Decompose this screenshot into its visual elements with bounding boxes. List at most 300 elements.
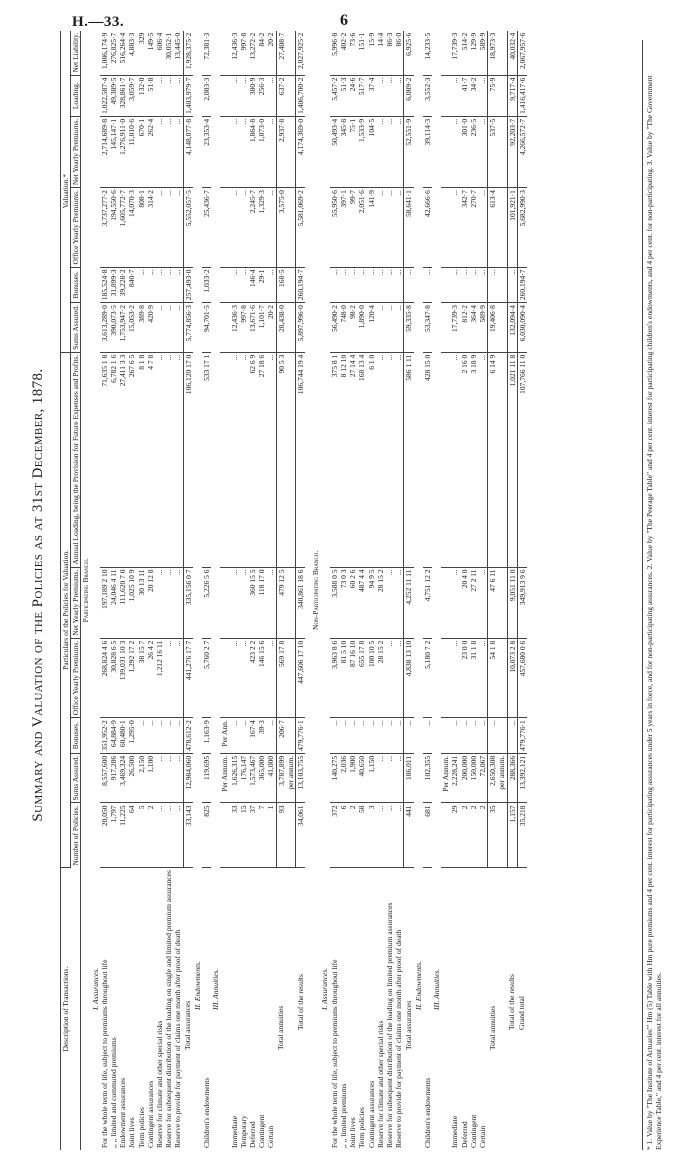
row-cell: 1,626,315 bbox=[230, 753, 239, 803]
row-cell: 168 13 4 bbox=[357, 352, 366, 567]
row-cell: 380·9 bbox=[248, 75, 257, 116]
row-cell: 1,406,700·2 bbox=[296, 75, 306, 116]
row-description bbox=[497, 868, 507, 1150]
row-cell: 104·5 bbox=[367, 116, 376, 187]
row-cell: Per Annum. bbox=[220, 753, 229, 803]
row-cell: 1,573,467 bbox=[248, 753, 257, 803]
table-row bbox=[339, 31, 348, 1150]
row-description: Non-Participating Branch. bbox=[311, 550, 321, 630]
row-cell: ... bbox=[164, 267, 173, 303]
row-cell: 589·9 bbox=[478, 31, 488, 75]
row-description bbox=[286, 868, 296, 1150]
row-description: Children's endowments bbox=[422, 1077, 432, 1148]
row-cell: 1,605,772·7 bbox=[118, 188, 127, 267]
row-cell: ... bbox=[155, 753, 164, 803]
row-cell bbox=[220, 352, 229, 567]
row-cell: ... bbox=[357, 267, 366, 303]
row-cell: 917,286 bbox=[109, 753, 118, 803]
col-bonuses: Bonuses. bbox=[71, 718, 81, 754]
row-cell: 106,744 19 4 bbox=[296, 352, 306, 567]
table-row bbox=[146, 31, 155, 1150]
row-cell: 1,276,911·0 bbox=[118, 116, 127, 187]
row-cell: 537·5 bbox=[488, 116, 498, 187]
row-cell: 39,114·3 bbox=[423, 116, 432, 187]
row-cell: ... bbox=[450, 116, 459, 187]
row-cell: ... bbox=[394, 718, 404, 754]
row-cell: 3,613,289·0 bbox=[100, 303, 109, 353]
row-cell: 29·1 bbox=[257, 267, 266, 303]
row-cell: 73·6 bbox=[348, 31, 357, 75]
row-cell: 1,073·0 bbox=[257, 116, 266, 187]
col-loading: Loading. bbox=[71, 75, 81, 116]
row-cell: 120·4 bbox=[367, 303, 376, 353]
row-cell: ... bbox=[266, 116, 276, 187]
table-title: Summary and Valuation of the Policies as at 31st December, 1878. bbox=[30, 368, 46, 822]
row-cell: ... bbox=[239, 75, 248, 116]
row-cell: 26,500 bbox=[127, 753, 136, 803]
row-cell: ... bbox=[164, 567, 173, 638]
row-cell: ... bbox=[155, 116, 164, 187]
row-cell: 389·8 bbox=[137, 303, 146, 353]
row-cell: 3,552·3 bbox=[423, 75, 432, 116]
row-cell: ... bbox=[173, 75, 183, 116]
row-cell: 41·7 bbox=[460, 75, 469, 116]
table-row bbox=[441, 31, 450, 1150]
row-cell: ... bbox=[164, 352, 173, 567]
table-row bbox=[311, 31, 320, 1150]
row-cell: 812·2 bbox=[460, 303, 469, 353]
row-cell: 38 15 7 bbox=[137, 638, 146, 717]
row-cell: ... bbox=[460, 267, 469, 303]
row-cell: ... bbox=[376, 352, 385, 567]
row-description: Reserve to provide for payment of claims one month after proof of death bbox=[394, 929, 404, 1148]
row-cell: 260,194·7 bbox=[517, 267, 527, 303]
row-description: Joint lives bbox=[127, 1117, 137, 1148]
row-cell: ... bbox=[423, 267, 432, 303]
table-row bbox=[432, 31, 441, 1150]
row-cell: ... bbox=[266, 567, 276, 638]
row-cell: 39·3 bbox=[257, 718, 266, 754]
row-cell bbox=[441, 116, 450, 187]
row-cell: ... bbox=[239, 267, 248, 303]
row-cell: 5,996·8 bbox=[330, 31, 339, 75]
row-cell: ... bbox=[450, 638, 459, 717]
row-cell bbox=[286, 718, 296, 754]
row-cell: 13,445·0 bbox=[173, 31, 183, 75]
row-cell: ... bbox=[385, 352, 394, 567]
row-cell: 840·7 bbox=[127, 267, 136, 303]
row-description: Total annuities bbox=[276, 1005, 286, 1050]
table-row bbox=[286, 31, 296, 1150]
row-cell: 99·7 bbox=[348, 188, 357, 267]
row-cell: 1,212 16 11 bbox=[155, 638, 164, 717]
table-row bbox=[330, 31, 339, 1150]
row-cell: 206·7 bbox=[276, 718, 286, 754]
row-description: Contingent bbox=[468, 1114, 478, 1148]
row-cell: 25,436·7 bbox=[202, 188, 211, 267]
row-cell: 516,264·4 bbox=[118, 31, 127, 75]
row-description: Reserve for subsequent distribution of the loading on limited premium assurances bbox=[384, 902, 394, 1148]
table-row bbox=[414, 31, 423, 1150]
row-cell: ... bbox=[376, 753, 385, 803]
row-cell: 87 16 10 bbox=[348, 638, 357, 717]
row-cell: 27 2 11 bbox=[469, 567, 478, 638]
row-cell: ... bbox=[230, 267, 239, 303]
row-description: Reserve for subsequent distribution of the loading on single and limited premium assurances bbox=[164, 870, 174, 1148]
table-row bbox=[155, 31, 164, 1150]
row-cell: ... bbox=[376, 75, 385, 116]
row-cell: 102,355 bbox=[423, 753, 432, 803]
row-cell: ... bbox=[385, 803, 394, 868]
row-cell: 364·4 bbox=[469, 303, 478, 353]
col-v-office: Office Yearly Premiums. bbox=[71, 188, 81, 267]
row-cell: ... bbox=[348, 267, 357, 303]
row-cell: 3,963 8 6 bbox=[330, 638, 339, 717]
row-cell: ... bbox=[376, 718, 385, 754]
row-cell: ... bbox=[230, 116, 239, 187]
row-cell: 200,000 bbox=[460, 753, 469, 803]
row-cell bbox=[441, 638, 450, 717]
row-cell: 51·8 bbox=[146, 75, 155, 116]
table-row bbox=[211, 31, 220, 1150]
row-cell: 613·4 bbox=[488, 188, 498, 267]
row-cell: 59,335·8 bbox=[404, 303, 414, 353]
row-cell: 314·2 bbox=[146, 188, 155, 267]
row-cell: 30,052·1 bbox=[164, 31, 173, 75]
row-cell bbox=[441, 188, 450, 267]
row-cell: 37·4 bbox=[367, 75, 376, 116]
row-cell: 6,782 1 6 bbox=[109, 352, 118, 567]
row-cell: ... bbox=[404, 267, 414, 303]
row-cell bbox=[497, 303, 507, 353]
table-row bbox=[385, 31, 394, 1150]
row-cell: 637·2 bbox=[276, 75, 286, 116]
row-cell: ... bbox=[230, 638, 239, 717]
row-cell: 37 bbox=[248, 803, 257, 868]
row-cell: 75·9 bbox=[488, 75, 498, 116]
row-cell: 267 6 5 bbox=[127, 352, 136, 567]
row-cell: 27 14 4 bbox=[348, 352, 357, 567]
row-cell: 5,457·2 bbox=[330, 75, 339, 116]
row-cell bbox=[286, 567, 296, 638]
row-cell: 517·7 bbox=[357, 75, 366, 116]
row-description: Total of the results bbox=[507, 974, 517, 1030]
table-body bbox=[81, 31, 527, 1150]
row-cell: ... bbox=[507, 267, 517, 303]
row-cell: 2,228,241 bbox=[450, 753, 459, 803]
table-row bbox=[220, 31, 229, 1150]
row-cell: ... bbox=[478, 75, 488, 116]
table-row bbox=[367, 31, 376, 1150]
row-cell: ... bbox=[173, 267, 183, 303]
row-cell: 72,381·3 bbox=[202, 31, 211, 75]
row-cell: 397·1 bbox=[339, 188, 348, 267]
row-cell: ... bbox=[469, 718, 478, 754]
row-cell: 30,828 6 5 bbox=[109, 638, 118, 717]
row-cell: 167·4 bbox=[248, 718, 257, 754]
row-cell: 9,051 11 0 bbox=[507, 567, 517, 638]
row-cell: ... bbox=[164, 116, 173, 187]
row-cell: ... bbox=[394, 567, 404, 638]
row-cell: 288,366 bbox=[507, 753, 517, 803]
row-cell: 71,635 1 8 bbox=[100, 352, 109, 567]
row-cell: ... bbox=[155, 803, 164, 868]
table-row bbox=[239, 31, 248, 1150]
row-cell: ... bbox=[385, 116, 394, 187]
row-cell: 6,030,090·4 bbox=[517, 303, 527, 353]
row-cell: ... bbox=[266, 188, 276, 267]
row-cell: 34·2 bbox=[469, 75, 478, 116]
row-cell: ... bbox=[394, 352, 404, 567]
row-cell: 4 7 8 bbox=[146, 352, 155, 567]
row-cell bbox=[497, 352, 507, 567]
row-cell: 5,581,069·2 bbox=[296, 188, 306, 267]
row-description: III. Annuities. bbox=[211, 968, 221, 1010]
row-cell: ... bbox=[330, 267, 339, 303]
row-cell: ... bbox=[394, 753, 404, 803]
row-cell: 2,714,689·8 bbox=[100, 116, 109, 187]
table-row bbox=[357, 31, 366, 1150]
row-cell: 27,411 3 3 bbox=[118, 352, 127, 567]
row-cell: 81 5 10 bbox=[339, 638, 348, 717]
row-cell: 402·2 bbox=[339, 31, 348, 75]
rotated-page bbox=[30, 32, 680, 1150]
row-cell: 420·9 bbox=[146, 303, 155, 353]
row-cell: 51·3 bbox=[339, 75, 348, 116]
row-cell bbox=[497, 638, 507, 717]
row-cell: 1,021 11 8 bbox=[507, 352, 517, 567]
row-cell: 185,524·8 bbox=[100, 267, 109, 303]
row-cell: 11,225 bbox=[118, 803, 127, 868]
row-cell: 423 2 2 bbox=[248, 638, 257, 717]
row-cell: ... bbox=[146, 718, 155, 754]
row-description: III. Annuities. bbox=[431, 968, 441, 1010]
row-cell: ... bbox=[230, 567, 239, 638]
row-cell: ... bbox=[460, 718, 469, 754]
row-cell: 86·0 bbox=[394, 31, 404, 75]
row-cell: 342·7 bbox=[460, 188, 469, 267]
row-cell: 606·4 bbox=[155, 31, 164, 75]
table-row bbox=[137, 31, 146, 1150]
row-cell: 328,861·7 bbox=[118, 75, 127, 116]
row-cell: 569 17 8 bbox=[276, 638, 286, 717]
row-cell bbox=[441, 567, 450, 638]
row-cell: 6,089·2 bbox=[404, 75, 414, 116]
row-cell: ... bbox=[385, 567, 394, 638]
col-office: Office Yearly Premiums. bbox=[71, 638, 81, 717]
table-row bbox=[118, 31, 127, 1150]
row-cell: ... bbox=[266, 352, 276, 567]
row-cell: ... bbox=[376, 116, 385, 187]
row-description: Endowment assurances bbox=[118, 1077, 128, 1148]
row-cell: 33,143 bbox=[183, 803, 193, 868]
row-cell: 2,937·8 bbox=[276, 116, 286, 187]
row-cell bbox=[286, 303, 296, 353]
row-cell: ... bbox=[450, 188, 459, 267]
row-cell: ... bbox=[266, 75, 276, 116]
row-cell: 20·2 bbox=[266, 303, 276, 353]
row-cell: 2,650,308 bbox=[488, 753, 498, 803]
row-cell: 3,737,277·2 bbox=[100, 188, 109, 267]
row-cell: ... bbox=[173, 803, 183, 868]
row-cell: 94 9 5 bbox=[367, 567, 376, 638]
row-cell: 1,329·3 bbox=[257, 188, 266, 267]
row-description: Contingent assurances bbox=[366, 1080, 376, 1148]
row-cell: ... bbox=[478, 638, 488, 717]
row-cell: ... bbox=[173, 188, 183, 267]
row-description: Contingent bbox=[257, 1114, 267, 1148]
row-cell: 34,061 bbox=[296, 803, 306, 868]
row-cell: ... bbox=[469, 267, 478, 303]
row-cell: ... bbox=[385, 75, 394, 116]
row-cell: 33 bbox=[230, 803, 239, 868]
row-cell: 335,156 0 7 bbox=[183, 567, 193, 638]
row-cell: per annum. bbox=[497, 753, 507, 803]
row-description: I. Assurances. bbox=[90, 967, 100, 1010]
row-cell: 20 4 0 bbox=[460, 567, 469, 638]
row-cell: ... bbox=[239, 116, 248, 187]
row-cell: 145,147·1 bbox=[109, 116, 118, 187]
row-cell: 15 bbox=[239, 803, 248, 868]
table-row bbox=[173, 31, 183, 1150]
row-description: Grand total bbox=[517, 996, 527, 1030]
row-cell: 2 16 0 bbox=[460, 352, 469, 567]
row-cell: 132,094·4 bbox=[507, 303, 517, 353]
row-cell: Per Annum. bbox=[441, 753, 450, 803]
row-cell: 168·5 bbox=[276, 267, 286, 303]
row-cell: 8 1 8 bbox=[137, 352, 146, 567]
table-row bbox=[348, 31, 357, 1150]
row-cell: 2 bbox=[146, 803, 155, 868]
row-cell bbox=[497, 31, 507, 75]
row-cell: 20 12 8 bbox=[146, 567, 155, 638]
row-cell bbox=[497, 267, 507, 303]
table-row bbox=[376, 31, 385, 1150]
col-description: Description of Transactions. bbox=[61, 868, 81, 1150]
row-cell: 5,897,996·0 bbox=[296, 303, 306, 353]
row-cell: ... bbox=[376, 267, 385, 303]
row-description: Term policies bbox=[136, 1107, 146, 1148]
row-cell: 31,899·3 bbox=[109, 267, 118, 303]
row-cell: 40,032·4 bbox=[507, 31, 517, 75]
row-cell: 589·9 bbox=[478, 303, 488, 353]
row-cell bbox=[286, 31, 296, 75]
row-cell: 86·3 bbox=[385, 31, 394, 75]
row-cell: 1,533·9 bbox=[357, 116, 366, 187]
row-cell: 268,824 4 6 bbox=[100, 638, 109, 717]
row-cell: 2,036 bbox=[339, 753, 348, 803]
row-cell: 98·2 bbox=[348, 303, 357, 353]
row-cell: 93 bbox=[276, 803, 286, 868]
row-cell: ... bbox=[450, 718, 459, 754]
row-cell: ... bbox=[155, 352, 164, 567]
row-cell: 27 18 6 bbox=[257, 352, 266, 567]
row-cell bbox=[286, 638, 296, 717]
row-cell: ... bbox=[376, 188, 385, 267]
row-cell: 129·9 bbox=[469, 31, 478, 75]
row-cell: 441 bbox=[404, 803, 414, 868]
row-cell: ... bbox=[239, 567, 248, 638]
row-cell: 479,776·1 bbox=[517, 718, 527, 754]
row-cell: 997·8 bbox=[239, 31, 248, 75]
row-cell: 52,551·9 bbox=[404, 116, 414, 187]
row-cell: 186,011 bbox=[404, 753, 414, 803]
row-cell: 3,588 0 5 bbox=[330, 567, 339, 638]
row-cell: ... bbox=[164, 718, 173, 754]
row-cell: 340,861 18 6 bbox=[296, 567, 306, 638]
row-cell: ... bbox=[450, 352, 459, 567]
row-cell: ... bbox=[478, 267, 488, 303]
row-cell bbox=[286, 116, 296, 187]
row-cell: ... bbox=[266, 638, 276, 717]
table-row bbox=[276, 31, 286, 1150]
row-cell: 94,701·5 bbox=[202, 303, 211, 353]
row-cell: 31 1 8 bbox=[469, 638, 478, 717]
row-cell: ... bbox=[266, 718, 276, 754]
table-row bbox=[507, 31, 517, 1150]
row-cell: 3 18 9 bbox=[469, 352, 478, 567]
table-row bbox=[320, 31, 329, 1150]
row-cell: 5,760 2 7 bbox=[202, 638, 211, 717]
col-net: Net Yearly Premiums. bbox=[71, 567, 81, 638]
row-cell: ... bbox=[164, 753, 173, 803]
row-cell: 1,928,375·2 bbox=[183, 31, 193, 75]
table-row bbox=[91, 31, 100, 1150]
row-cell: ... bbox=[394, 638, 404, 717]
row-cell bbox=[497, 116, 507, 187]
row-cell: 365,000 bbox=[257, 753, 266, 803]
row-cell bbox=[441, 303, 450, 353]
row-cell bbox=[220, 116, 229, 187]
summary-table bbox=[60, 31, 527, 1150]
row-cell: 533 17 1 bbox=[202, 352, 211, 567]
row-cell bbox=[220, 567, 229, 638]
row-cell: 35,218 bbox=[517, 803, 527, 868]
row-cell: 58 bbox=[357, 803, 366, 868]
row-cell: 2 bbox=[478, 803, 488, 868]
row-cell: 1,416,417·6 bbox=[517, 75, 527, 116]
row-cell: 1,033·2 bbox=[202, 267, 211, 303]
table-row bbox=[202, 31, 211, 1150]
row-cell: ... bbox=[478, 116, 488, 187]
row-description: Children's endowments bbox=[202, 1077, 212, 1148]
row-cell: 15,053·2 bbox=[127, 303, 136, 353]
row-cell: ... bbox=[385, 188, 394, 267]
row-description: Total of the results bbox=[295, 974, 305, 1030]
row-cell: ... bbox=[330, 718, 339, 754]
row-cell: 5,682,990·3 bbox=[517, 188, 527, 267]
row-cell: ... bbox=[367, 718, 376, 754]
row-cell: 5,226 5 6 bbox=[202, 567, 211, 638]
row-cell: 2,245·7 bbox=[248, 188, 257, 267]
row-cell: 6 1 0 bbox=[367, 352, 376, 567]
row-cell: 8 12 10 bbox=[339, 352, 348, 567]
table-row bbox=[109, 31, 118, 1150]
row-cell: 64,884·9 bbox=[109, 718, 118, 754]
row-cell bbox=[286, 188, 296, 267]
table-row bbox=[164, 31, 173, 1150]
row-cell: 301·0 bbox=[460, 116, 469, 187]
row-cell: ... bbox=[394, 303, 404, 353]
row-cell: 1,086,174·9 bbox=[100, 31, 109, 75]
row-cell: ... bbox=[450, 567, 459, 638]
row-cell: 150,000 bbox=[469, 753, 478, 803]
row-cell: 28 15 2 bbox=[376, 567, 385, 638]
row-cell: 4,883·3 bbox=[127, 31, 136, 75]
row-cell: ... bbox=[239, 638, 248, 717]
col-group-valuation: Valuation.* bbox=[61, 31, 71, 353]
row-cell: 100 10 5 bbox=[367, 638, 376, 717]
